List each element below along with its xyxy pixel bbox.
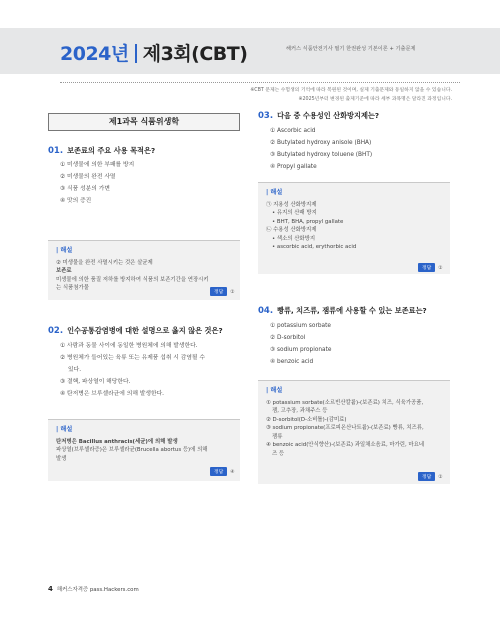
- explanation-line: ② 미생물을 완전 사멸시키는 것은 살균제: [56, 259, 153, 266]
- option: ② Butylated hydroxy anisole (BHA): [270, 140, 372, 146]
- answer-tag: 정답: [210, 287, 227, 296]
- explanation-line: ㉠ 지용성 산화방지제: [266, 201, 317, 208]
- explanation-line: ① potassium sorbate(소르빈산칼륨)-(보존료) 치즈, 식육가공품,: [266, 399, 424, 406]
- page-footer: [48, 585, 139, 593]
- explanation-line: • ascorbic acid, erythorbic acid: [272, 244, 357, 250]
- option: ② 미생물의 완전 사멸: [60, 174, 116, 180]
- options-02: [60, 340, 205, 400]
- explanation-line: • 유지의 산패 방지: [272, 210, 317, 216]
- explanation-line: 보존료: [56, 268, 72, 274]
- option: ④ 맛의 증진: [60, 198, 92, 204]
- explanation-title: | 해설: [266, 189, 283, 196]
- explanation-line: ③ sodium propionate(프로피온산나트륨)-(보존료) 빵류, 치즈류,: [266, 425, 424, 431]
- explanation-line: • 색소의 산화방지: [272, 235, 316, 242]
- explanation-title: | 해설: [266, 387, 283, 394]
- option: ③ Butylated hydroxy toluene (BHT): [270, 152, 373, 158]
- option: ① Ascorbic acid: [270, 128, 316, 134]
- answer-03: [418, 263, 443, 272]
- answer-tag: 정답: [210, 467, 227, 476]
- explanation-title: | 해설: [56, 426, 73, 433]
- question-number: 04.: [258, 306, 274, 316]
- option: ① potassium sorbate: [270, 323, 331, 329]
- explanation-04: [258, 380, 450, 484]
- answer-value: ①: [438, 266, 443, 271]
- exam-year: 2024년: [60, 43, 129, 65]
- question-number: 02.: [48, 326, 64, 336]
- explanation-line: ㉡ 수용성 산화방지제: [266, 227, 317, 233]
- question-01: [48, 146, 155, 156]
- explanation-line: 잼류: [272, 433, 283, 440]
- book-series: 해커스 식품안전기사 필기 한권완성 기본이론 + 기출문제: [286, 46, 416, 52]
- page-number: 4: [48, 585, 53, 593]
- question-text: 빵류, 치즈류, 잼류에 사용할 수 있는 보존료는?: [277, 306, 427, 315]
- exam-title: [60, 39, 247, 66]
- explanation-line: ② D-sorbitol(D-소비톨)-(감미료): [266, 416, 347, 423]
- exam-notes: [250, 87, 452, 104]
- title-divider: [135, 44, 137, 63]
- option: ① 미생물에 의한 부패를 방지: [60, 162, 135, 168]
- exam-round: 제3회(CBT): [142, 43, 248, 65]
- option: ④ benzoic acid: [270, 359, 314, 365]
- question-02: [48, 326, 223, 336]
- options-04: [270, 320, 331, 368]
- question-text: 보존료의 주요 사용 목적은?: [67, 146, 156, 155]
- explanation-line: 잼, 고추장, 과채주스 등: [272, 408, 328, 414]
- explanation-line: 즈 등: [272, 450, 285, 457]
- subject-title: 제1과목 식품위생학: [48, 113, 240, 131]
- option: ③ 식품 성분의 가변: [60, 186, 110, 192]
- explanation-line: • BHT, BHA, propyl gallate: [272, 218, 344, 225]
- question-04: [258, 306, 427, 316]
- footer-text: 해커스자격증 pass.Hackers.com: [56, 587, 139, 593]
- explanation-03: [258, 182, 450, 274]
- question-number: 03.: [258, 111, 274, 121]
- explanation-line: 발생: [56, 455, 67, 462]
- answer-04: [418, 472, 443, 481]
- option: ④ Propyl gallate: [270, 164, 317, 170]
- answer-tag: 정답: [418, 472, 435, 481]
- explanation-line: 미생물에 의한 품질 저하를 방지하여 식품의 보존기간을 연장시키: [56, 276, 209, 283]
- question-text: 인수공통감염병에 대한 설명으로 옳지 않은 것은?: [67, 326, 223, 335]
- option: ② 병원체가 들어있는 육류 또는 유제품 섭취 시 감염될 수: [60, 355, 205, 361]
- answer-02: [210, 467, 235, 476]
- option: ② D-sorbitol: [270, 335, 306, 341]
- explanation-line: 는 식품첨가물: [56, 285, 89, 291]
- answer-value: ①: [438, 475, 443, 480]
- explanation-line: ④ benzoic acid(안식향산)-(보존료) 과일채소음료, 마가린, 마요네: [266, 442, 425, 448]
- options-03: [270, 125, 372, 173]
- explanation-line: 파상열(브루셀라증)은 브루셀라균(Brucella abortus 등)에 의해: [56, 447, 208, 453]
- explanation-line: 탄저병은 Bacillus anthracis(세균)에 의해 발생: [56, 438, 178, 445]
- question-text: 다음 중 수용성인 산화방지제는?: [277, 111, 380, 120]
- options-01: [60, 159, 134, 207]
- question-number: 01.: [48, 146, 64, 156]
- option: ③ 결핵, 파상열이 해당한다.: [60, 379, 131, 385]
- answer-tag: 정답: [418, 263, 435, 272]
- answer-value: ④: [230, 470, 235, 475]
- option: ③ sodium propionate: [270, 347, 332, 353]
- answer-01: [210, 287, 235, 296]
- option: 있다.: [68, 367, 82, 373]
- note-line: ※CBT 문제는 수험생의 기억에 따라 복원된 것이며, 실제 기출문제와 동일하지 않을 수 있습니다.: [250, 88, 452, 93]
- option: ④ 탄저병은 브루셀라균에 의해 발생한다.: [60, 391, 165, 397]
- question-03: [258, 111, 379, 121]
- answer-value: ①: [230, 290, 235, 295]
- note-line: ※2025년부터 변경된 출제기준에 따라 세부 과목명은 달라진 과정입니다.: [298, 96, 452, 102]
- header-divider: [60, 82, 460, 83]
- option: ① 사람과 동물 사이에 동일한 병원체에 의해 발생한다.: [60, 343, 198, 349]
- explanation-title: | 해설: [56, 247, 73, 254]
